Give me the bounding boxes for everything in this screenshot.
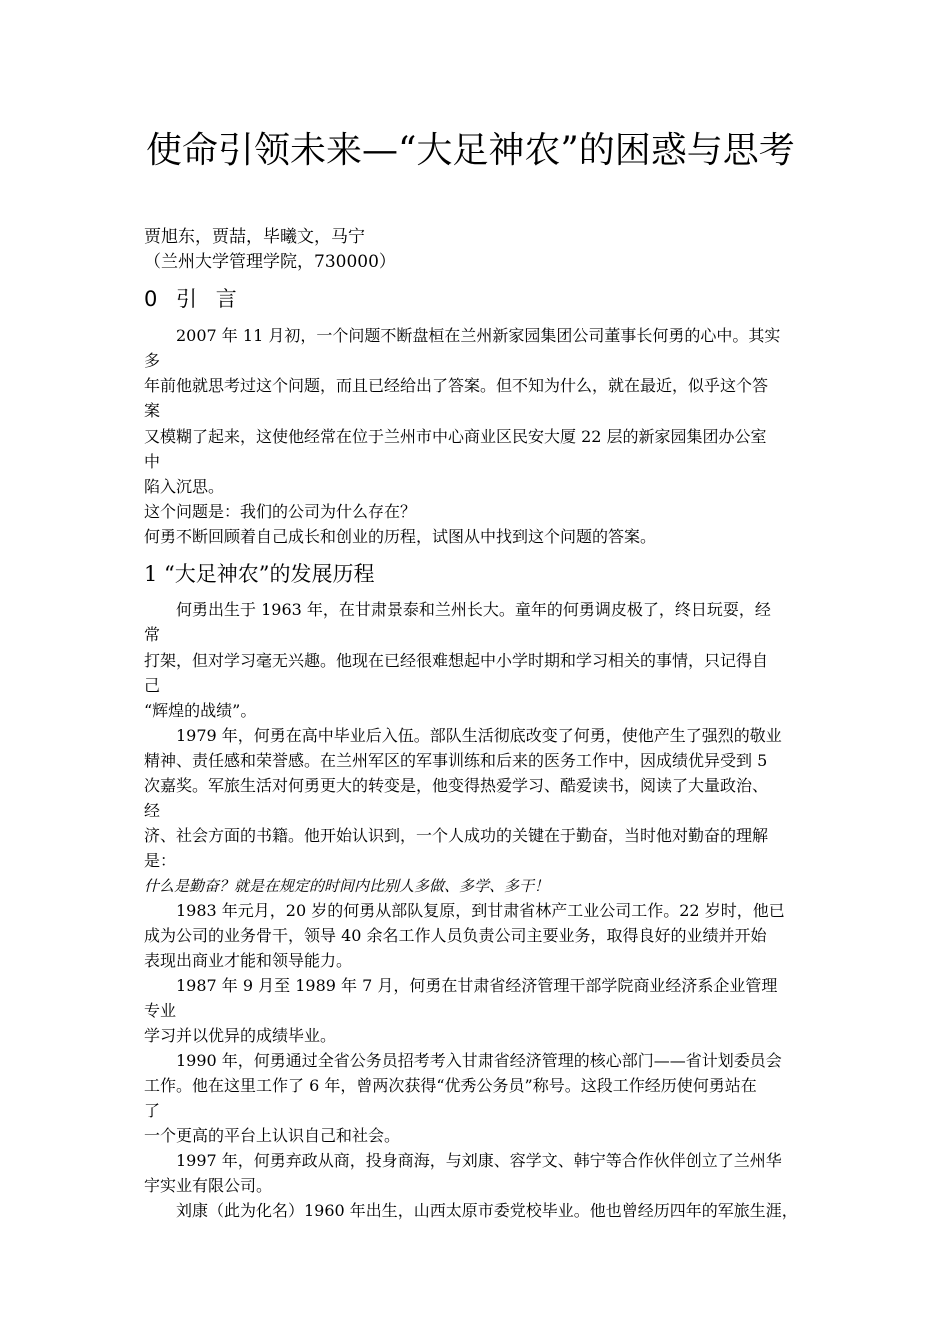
paragraph-line: 打架，但对学习毫无兴趣。他现在已经很难想起中小学时期和学习相关的事情，只记得自: [144, 651, 769, 670]
paragraph-line: 1990 年，何勇通过全省公务员招考考入甘肃省经济管理的核心部门——省计划委员会: [176, 1051, 782, 1070]
paragraph-line: 济、社会方面的书籍。他开始认识到，一个人成功的关键在于勤奋，当时他对勤奋的理解: [144, 826, 769, 845]
paragraph-line: 表现出商业才能和领导能力。: [144, 951, 353, 970]
paragraph-line: 了: [144, 1101, 161, 1120]
paragraph-line: 是：: [144, 851, 177, 870]
paragraph-line: 刘康（此为化名）1960 年出生，山西太原市委党校毕业。他也曾经历四年的军旅生涯，: [176, 1201, 798, 1220]
paragraph-line: 1979 年，何勇在高中毕业后入伍。部队生活彻底改变了何勇，使他产生了强烈的敬业: [176, 726, 782, 745]
paragraph-line: 己: [144, 676, 161, 695]
paragraph-line: 陷入沉思。: [144, 477, 225, 496]
paragraph-line: 一个更高的平台上认识自己和社会。: [144, 1126, 401, 1145]
authors: 贾旭东，贾喆，毕曦文，马宁: [144, 227, 365, 247]
paragraph-line: 2007 年 11 月初，一个问题不断盘桓在兰州新家园集团公司董事长何勇的心中。其实: [176, 326, 781, 345]
document-title: 使命引领未来—“大足神农”的困惑与思考: [146, 130, 795, 171]
paragraph-line: “辉煌的战绩”。: [144, 701, 257, 720]
paragraph-line: 精神、责任感和荣誉感。在兰州军区的军事训练和后来的医务工作中，因成绩优异受到 5: [144, 751, 768, 770]
paragraph-line: 何勇不断回顾着自己成长和创业的历程，试图从中找到这个问题的答案。: [144, 527, 657, 546]
paragraph-line: 学习并以优异的成绩毕业。: [144, 1026, 337, 1045]
paragraph-line: 又模糊了起来，这使他经常在位于兰州市中心商业区民安大厦 22 层的新家园集团办公室: [144, 427, 767, 446]
paragraph-line: 成为公司的业务骨干，领导 40 余名工作人员负责公司主要业务，取得良好的业绩并开始: [144, 926, 767, 945]
affiliation: （兰州大学管理学院，730000）: [144, 252, 396, 272]
paragraph-line: 1983 年元月，20 岁的何勇从部队复原，到甘肃省林产工业公司工作。22 岁时，他已: [176, 901, 785, 920]
paragraph-line: 年前他就思考过这个问题，而且已经给出了答案。但不知为什么，就在最近，似乎这个答: [144, 376, 769, 395]
paragraph-line: 工作。他在这里工作了 6 年，曾两次获得“优秀公务员”称号。这段工作经历使何勇站在: [144, 1076, 757, 1095]
paragraph-line: 经: [144, 801, 161, 820]
paragraph-line: 多: [144, 351, 161, 370]
paragraph-line: 宇实业有限公司。: [144, 1176, 273, 1195]
section-heading-history: 1 “大足神农”的发展历程: [144, 562, 375, 586]
paragraph-line: 中: [144, 452, 161, 471]
paragraph-line: 1987 年 9 月至 1989 年 7 月，何勇在甘肃省经济管理干部学院商业经济系企业管理: [176, 976, 778, 995]
paragraph-line: 1997 年，何勇弃政从商，投身商海，与刘康、容学文、韩宁等合作伙伴创立了兰州华: [176, 1151, 782, 1170]
paragraph-line: 何勇出生于 1963 年，在甘肃景泰和兰州长大。童年的何勇调皮极了，终日玩耍，经: [176, 600, 771, 619]
paragraph-line: 这个问题是：我们的公司为什么存在？: [144, 502, 417, 521]
paragraph-line: 专业: [144, 1001, 177, 1020]
quote-line: 什么是勤奋？就是在规定的时间内比别人多做、多学、多干！: [144, 877, 550, 895]
paragraph-line: 常: [144, 625, 161, 644]
paragraph-line: 案: [144, 401, 161, 420]
section-heading-introduction: 0 引 言: [144, 287, 243, 311]
paragraph-line: 次嘉奖。军旅生活对何勇更大的转变是，他变得热爱学习、酷爱读书，阅读了大量政治、: [144, 776, 769, 795]
